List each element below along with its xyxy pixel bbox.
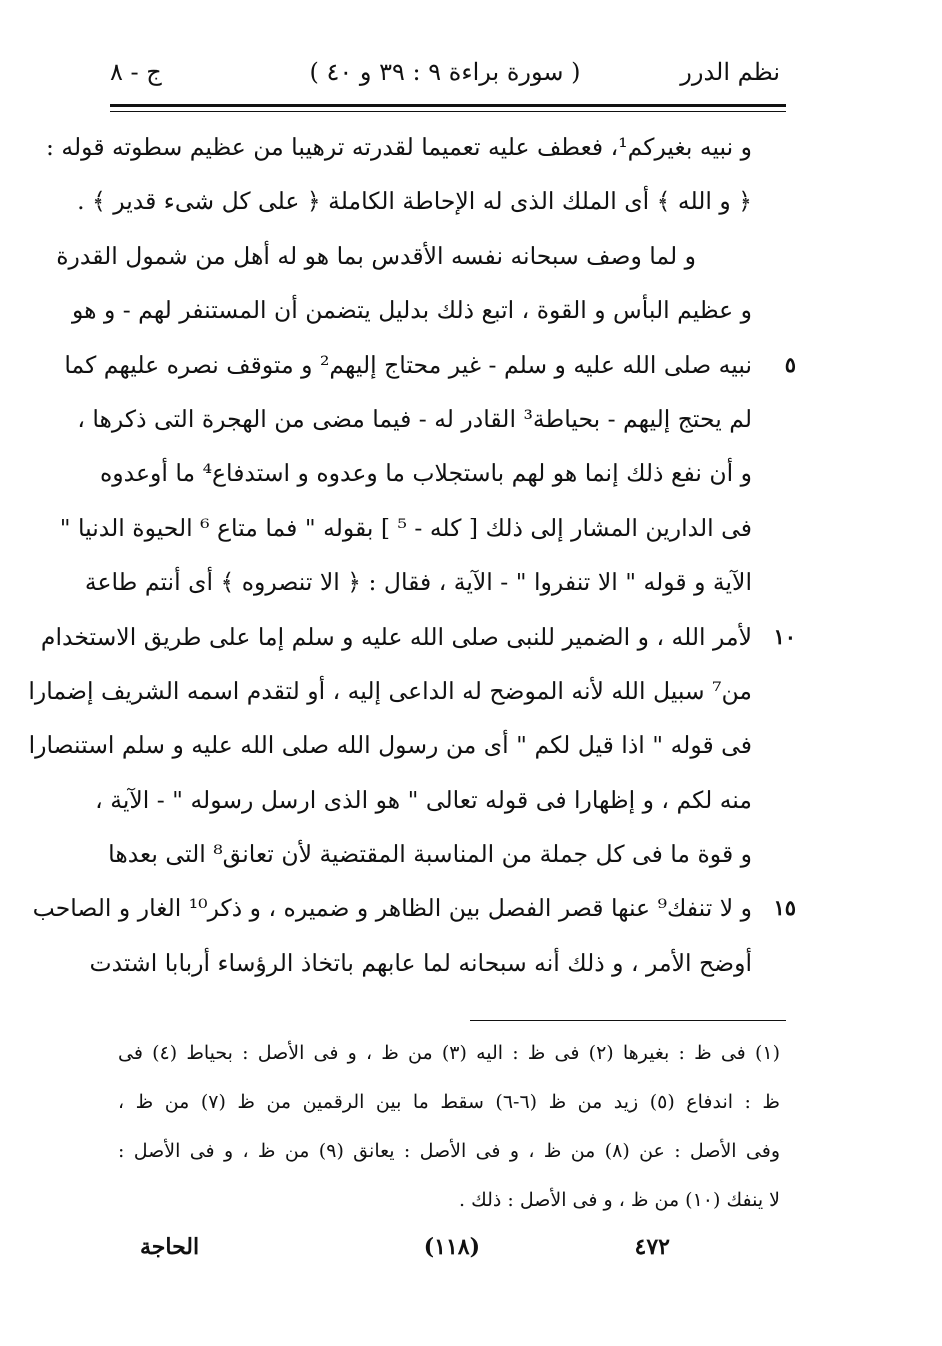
text-line — [28, 720, 786, 774]
header-rule-thick — [110, 104, 786, 107]
line-text: و نبيه بغيركم¹، فعطف عليه تعميما لقدرته ترهيبا من عظيم سطوته قوله : — [46, 133, 752, 161]
line-number: ٥ — [784, 351, 796, 377]
text-line — [71, 285, 786, 339]
text-line — [95, 775, 786, 829]
footnote-text: ظ : اندفاع (٥) زيد من ظ (٦-٦) سقط ما بين الرقمين من ظ (٧) من ظ ، — [118, 1091, 780, 1113]
line-text: لأمر الله ، و الضمير للنبى صلى الله عليه و سلم إما على طريق الاستخدام — [40, 622, 752, 651]
text-line — [32, 883, 796, 937]
line-text: منه لكم ، و إظهارا فى قوله تعالى " هو الذى ارسل رسوله " - الآية ، — [95, 785, 752, 814]
text-line — [46, 122, 786, 176]
footnote-line — [118, 1030, 780, 1079]
text-line — [59, 503, 786, 557]
book-title: نظم الدرر — [680, 58, 780, 86]
text-line — [108, 829, 786, 883]
line-text: ﴿ و الله ﴾ أى الملك الذى له الإحاطة الكاملة ﴿ على كل شىء قدير ﴾ . — [77, 187, 752, 216]
footnote-text: وفى الأصل : عن (٨) من ظ ، و فى الأصل : يعانق (٩) من ظ ، و فى الأصل : — [118, 1140, 780, 1162]
line-text: و لا تنفك⁹ عنها قصر الفصل بين الظاهر و ضميره ، و ذكر¹⁰ الغار و الصاحب — [32, 894, 752, 923]
text-line — [64, 340, 796, 394]
footnote-line — [118, 1177, 780, 1226]
page-footer — [140, 1230, 700, 1270]
footnote-line — [118, 1128, 780, 1177]
signature-number: (١١٨) — [423, 1234, 480, 1260]
line-text: و أن نفع ذلك إنما هو لهم باستجلاب ما وعدوه و استدفاع⁴ ما أوعدوه — [100, 459, 752, 488]
line-text: و عظيم البأس و القوة ، اتبع ذلك بدليل يتضمن أن المستنفر لهم - و هو — [71, 296, 752, 325]
line-text: فى الدارين المشار إلى ذلك [ كله - ⁵ ] بقوله " فما متاع ⁶ الحيوة الدنيا " — [59, 513, 752, 542]
footnote-line — [118, 1079, 780, 1128]
text-line — [40, 612, 796, 666]
text-line — [89, 938, 786, 992]
line-number: ١٠ — [773, 623, 796, 649]
footnote-text: (١) فى ظ : بغيرها (٢) فى ظ : اليه (٣) من ظ ، و فى الأصل : بحياط (٤) فى — [118, 1042, 780, 1064]
header-rule-thin — [110, 111, 786, 112]
footnote-text: لا ينفك (١٠) من ظ ، و فى الأصل : ذلك . — [459, 1189, 780, 1211]
running-header — [110, 52, 780, 100]
line-text: لم يحتج إليهم - بحياطة³ القادر له - فيما مضى من الهجرة التى ذكرها ، — [77, 404, 752, 433]
line-text: نبيه صلى الله عليه و سلم - غير محتاج إليهم² و متوقف نصره عليهم كما — [64, 350, 752, 379]
line-text: فى قوله " اذا قيل لكم " أى من رسول الله صلى الله عليه و سلم استنصارا — [28, 731, 752, 760]
text-line — [56, 231, 786, 285]
surah-reference: ( سورة براءة ٩ : ٣٩ و ٤٠ ) — [309, 58, 581, 86]
page-number: ٤٧٢ — [634, 1234, 670, 1260]
text-line — [100, 448, 786, 502]
line-number: ١٥ — [773, 895, 796, 921]
text-line — [77, 394, 786, 448]
text-line — [77, 176, 786, 230]
line-text: الآية و قوله " الا تنفروا " - الآية ، فقال : ﴿ الا تنصروه ﴾ أى أنتم طاعة — [84, 568, 752, 597]
text-line — [84, 557, 786, 611]
text-line — [28, 666, 786, 720]
main-text — [28, 122, 796, 992]
catchword: الحاجة — [140, 1234, 200, 1260]
line-text: أوضح الأمر ، و ذلك أنه سبحانه لما عابهم باتخاذ الرؤساء أربابا اشتدت — [89, 948, 752, 977]
line-text: و لما وصف سبحانه نفسه الأقدس بما هو له أهل من شمول القدرة — [56, 241, 696, 270]
footnotes — [118, 1030, 780, 1226]
line-text: من⁷ سبيل الله لأنه الموضح له الداعى إليه ، أو لتقدم اسمه الشريف إضمارا — [28, 676, 752, 705]
footnote-separator — [470, 1020, 786, 1021]
volume-label: ج - ٨ — [110, 58, 162, 86]
line-text: و قوة ما فى كل جملة من المناسبة المقتضية لأن تعانق⁸ التى بعدها — [108, 840, 752, 869]
